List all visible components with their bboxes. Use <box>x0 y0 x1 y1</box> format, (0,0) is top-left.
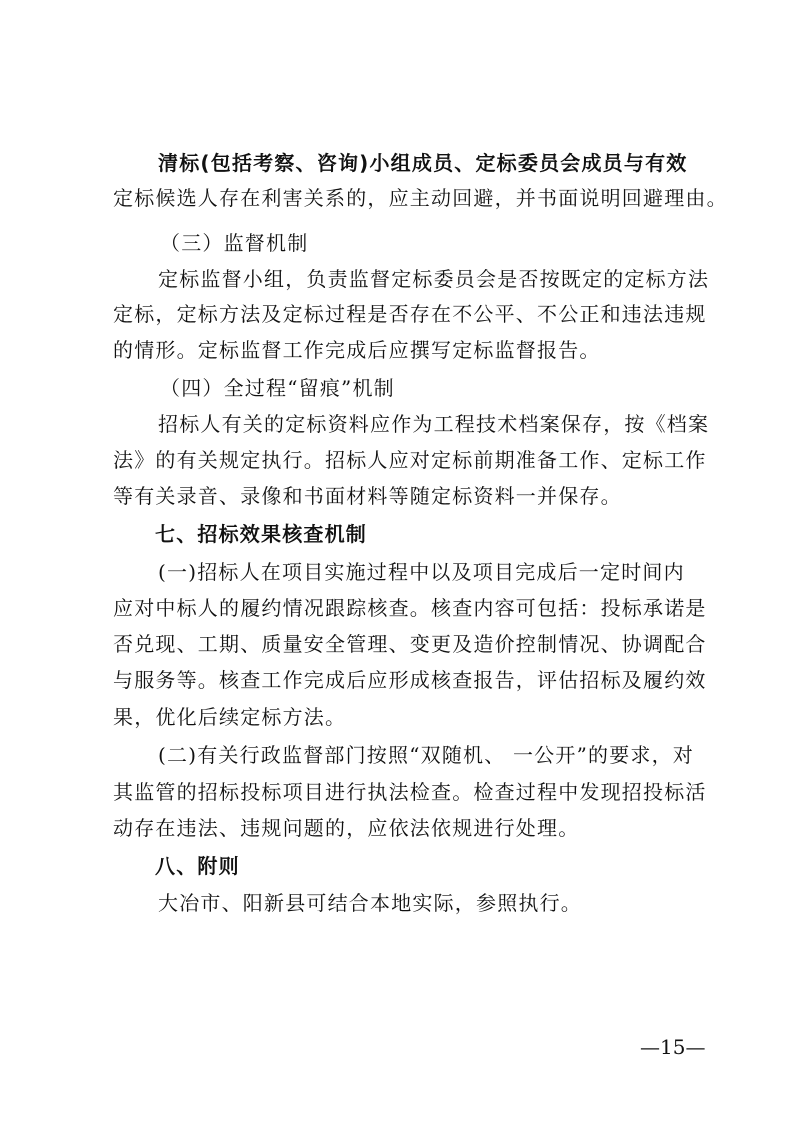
paragraph-line: 其监管的招标投标项目进行执法检查。检查过程中发现招投标活 <box>113 780 707 804</box>
section-heading: 八、附则 <box>155 854 240 878</box>
paragraph-line: 的情形。定标监督工作完成后应撰写定标监督报告。 <box>113 338 601 362</box>
paragraph-line: 否兑现、工期、质量安全管理、变更及造价控制情况、协调配合 <box>113 632 707 656</box>
paragraph-line: 与服务等。核查工作完成后应形成核查报告，评估招标及履约效 <box>113 668 707 692</box>
paragraph-line: 果，优化后续定标方法。 <box>113 705 347 729</box>
paragraph-line: 定标监督小组，负责监督定标委员会是否按既定的定标方法 <box>158 267 710 291</box>
paragraph-line: 法》的有关规定执行。招标人应对定标前期准备工作、定标工作 <box>113 448 707 472</box>
paragraph-line: 定标候选人存在利害关系的，应主动回避，并书面说明回避理由。 <box>113 186 728 210</box>
paragraph-line: 清标(包括考察、咨询)小组成员、定标委员会成员与有效 <box>158 151 688 175</box>
paragraph-line: 招标人有关的定标资料应作为工程技术档案保存，按《档案 <box>158 412 710 436</box>
paragraph-line: 等有关录音、录像和书面材料等随定标资料一并保存。 <box>113 484 622 508</box>
subsection-heading: （四）全过程“留痕”机制 <box>160 376 395 400</box>
page-number: —15— <box>640 1035 706 1059</box>
subsection-heading: （三）监督机制 <box>160 231 309 255</box>
paragraph-line: 定标，定标方法及定标过程是否存在不公平、不公正和违法违规 <box>113 302 707 326</box>
paragraph-line: 大冶市、阳新县可结合本地实际，参照执行。 <box>158 891 582 915</box>
paragraph-line: 动存在违法、违规问题的，应依法依规进行处理。 <box>113 816 580 840</box>
paragraph-line: 应对中标人的履约情况跟踪核查。核查内容可包括：投标承诺是 <box>113 596 707 620</box>
section-heading: 七、招标效果核查机制 <box>155 522 367 546</box>
paragraph-line: (一)招标人在项目实施过程中以及项目完成后一定时间内 <box>158 560 685 584</box>
paragraph-line: (二)有关行政监督部门按照“双随机、 一公开”的要求，对 <box>158 743 695 767</box>
